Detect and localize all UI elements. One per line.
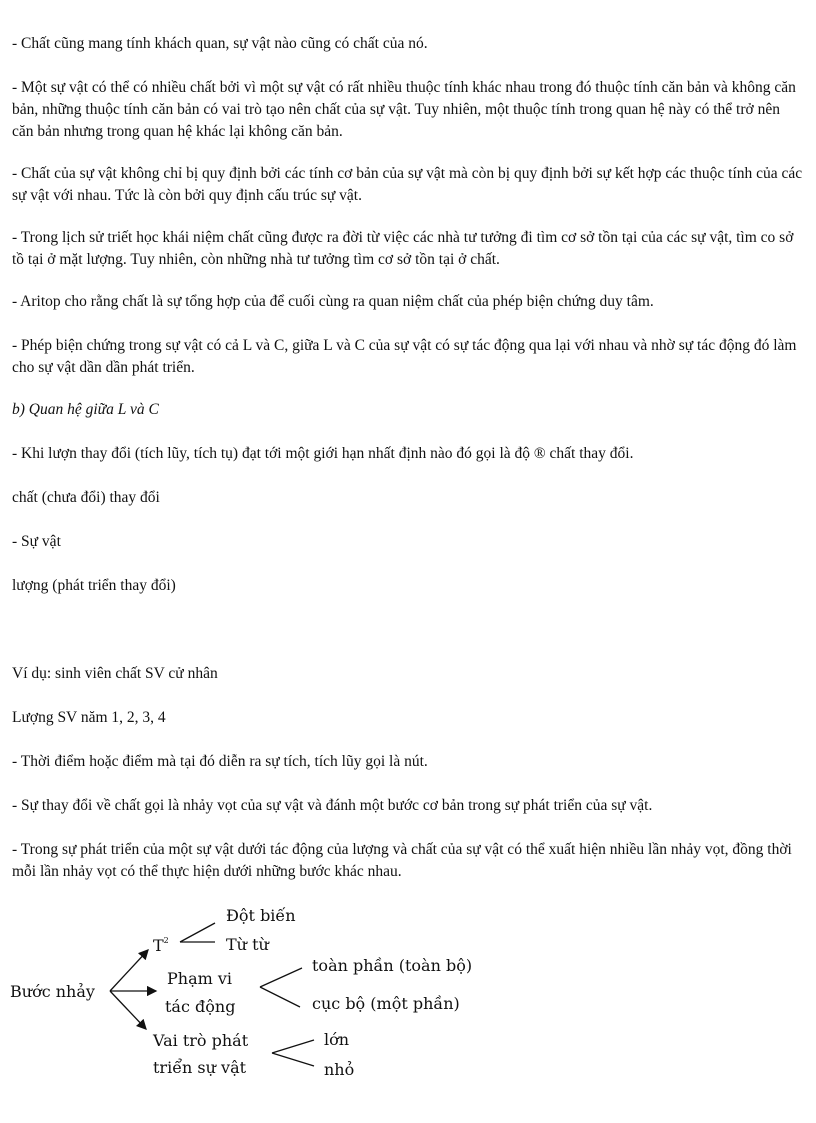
- paragraph-6: - Phép biện chứng trong sự vật có cả L và C, giữa L và C của sự vật có sự tác động qua lại với nhau và nhờ sự tác động đó làm cho sự vật dần dần phát triển.: [12, 337, 797, 376]
- time-branch-up: [180, 923, 215, 942]
- paragraph-14: - Trong sự phát triển của một sự vật dưới tác động của lượng và chất của sự vật có thể xuất hiện nhiều lần nhảy vọt, đồng thời mỗi lần nhảy vọt có thể thực hiện dưới những bước khác nhau.: [12, 841, 792, 880]
- paragraph-1: - Chất cũng mang tính khách quan, sự vật nào cũng có chất của nó.: [12, 35, 428, 52]
- arrow-to-time: [110, 950, 148, 991]
- diagram-root: Bước nhảy: [10, 982, 95, 1001]
- paragraph-4: - Trong lịch sử triết học khái niệm chất cũng được ra đời từ việc các nhà tư tưởng đi tìm cơ sở tồn tại của các sự vật, tìm co sở tồ tại ở mặt lượng. Tuy nhiên, còn những nhà tư tưởng tìm cơ sở tồn tại ở chất.: [12, 229, 794, 268]
- section-heading: b) Quan hệ giữa L và C: [12, 401, 159, 418]
- paragraph-11: Lượng SV năm 1, 2, 3, 4: [12, 709, 166, 726]
- paragraph-8: chất (chưa đổi) thay đổi: [12, 489, 160, 506]
- time-option-gradual: Từ từ: [226, 935, 269, 954]
- time-option-sudden: Đột biến: [226, 906, 296, 925]
- paragraph-2: - Một sự vật có thể có nhiều chất bởi vì một sự vật có rất nhiều thuộc tính khác nhau trong đó thuộc tính căn bản và không căn bản, những thuộc tính căn bản có vai trò tạo nên chất của sự vật. Tuy nhiên, một thuộc tính trong quan hệ này có thể trở nên căn bản nhưng trong quan hệ khác lại không căn bản.: [12, 79, 796, 140]
- scope-branch-up: [260, 968, 302, 987]
- scope-option-full: toàn phần (toàn bộ): [312, 956, 473, 975]
- role-option-small: nhỏ: [324, 1060, 355, 1079]
- paragraph-5: - Aritop cho rằng chất là sự tổng hợp của để cuối cùng ra quan niệm chất của phép biện chứng duy tâm.: [12, 293, 654, 310]
- paragraph-7: - Khi lượn thay đổi (tích lũy, tích tụ) đạt tới một giới hạn nhất định nào đó gọi là độ ® chất thay đổi.: [12, 445, 634, 462]
- paragraph-3: - Chất của sự vật không chỉ bị quy định bởi các tính cơ bản của sự vật mà còn bị quy định bởi sự kết hợp các thuộc tính của các sự vật với nhau. Tức là còn bởi quy định cấu trúc sự vật.: [12, 165, 803, 204]
- paragraph-13: - Sự thay đổi về chất gọi là nhảy vọt của sự vật và đánh một bước cơ bản trong sự phát triển của sự vật.: [12, 797, 653, 814]
- jump-types-diagram: [0, 895, 520, 1085]
- time-label: $T^2$: [153, 936, 169, 955]
- role-label-line1: Vai trò phát: [153, 1031, 249, 1050]
- paragraph-12: - Thời điểm hoặc điểm mà tại đó diễn ra sự tích, tích lũy gọi là nút.: [12, 753, 428, 770]
- arrow-to-role: [110, 991, 146, 1029]
- role-branch-down: [272, 1053, 314, 1066]
- role-option-large: lớn: [324, 1030, 350, 1049]
- paragraph-9: - Sự vật: [12, 533, 61, 550]
- scope-branch-down: [260, 987, 300, 1007]
- paragraph-10: lượng (phát triển thay đổi): [12, 577, 176, 594]
- scope-label-line2: tác động: [165, 997, 236, 1016]
- example-line: Ví dụ: sinh viên chất SV cử nhân: [12, 665, 218, 682]
- role-branch-up: [272, 1040, 314, 1053]
- role-label-line2: triển sự vật: [153, 1058, 247, 1077]
- scope-option-partial: cục bộ (một phần): [312, 994, 460, 1013]
- scope-label-line1: Phạm vi: [167, 969, 233, 988]
